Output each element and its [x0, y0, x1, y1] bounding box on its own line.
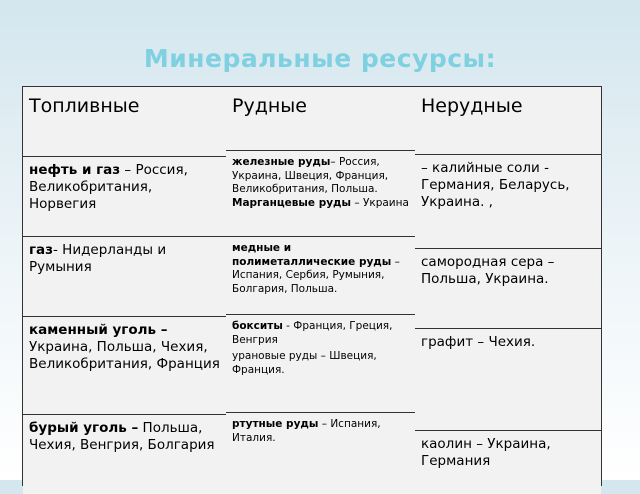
- nonmetal-potash-cell: [415, 154, 601, 248]
- ore-uranium: урановые руды – Швеция, Франция.: [232, 350, 377, 376]
- nonmetal-kaolin-cell: [415, 430, 601, 494]
- column-fuel: [22, 86, 227, 486]
- ore-manganese-countries: – Украина: [351, 196, 409, 209]
- ore-mercury-name: ртутные руды: [232, 418, 319, 430]
- nonmetal-graphite-cell: [415, 328, 601, 430]
- nonmetal-graphite: графит – Чехия.: [421, 334, 536, 350]
- ore-iron-name: железные руды: [232, 156, 331, 168]
- fuel-gas-name: газ: [29, 242, 54, 258]
- fuel-lignite-cell: [23, 414, 226, 494]
- fuel-coal-cell: [23, 316, 226, 414]
- fuel-lignite-name: бурый уголь –: [29, 420, 139, 436]
- header-fuel-label: Топливные: [29, 95, 140, 117]
- header-nonmetal-label: Нерудные: [421, 95, 523, 117]
- nonmetal-sulfur-cell: [415, 248, 601, 328]
- ore-mercury-countries: – Испания, Италия.: [232, 418, 381, 444]
- ore-copper-cell: [226, 236, 415, 314]
- column-ore: [226, 86, 416, 486]
- column-nonmetal: [415, 86, 602, 486]
- nonmetal-sulfur: самородная сера – Польша, Украина.: [421, 254, 555, 287]
- ore-copper-countries: – Испания, Сербия, Румыния, Болгария, Польша.: [232, 255, 400, 295]
- ore-manganese-name: Марганцевые руды: [232, 196, 352, 209]
- page-title: Минеральные ресурсы:: [143, 44, 497, 73]
- ore-bauxite-name: бокситы: [232, 320, 283, 332]
- fuel-gas-cell: [23, 236, 226, 316]
- ore-iron-cell: [226, 150, 415, 236]
- ore-mercury-cell: [226, 412, 415, 494]
- ore-iron-countries: – Россия, Украина, Швеция, Франция, Великобритания, Польша.: [232, 156, 389, 195]
- fuel-oil-gas-name: нефть и газ: [29, 162, 121, 178]
- header-nonmetal: [415, 86, 601, 154]
- fuel-lignite-countries: Польша, Чехия, Венгрия, Болгария: [29, 420, 215, 453]
- header-ore: [226, 86, 415, 150]
- ore-bauxite-cell: [226, 314, 415, 412]
- ore-copper-name: медные и полиметаллические руды: [232, 242, 392, 268]
- header-ore-label: Рудные: [232, 95, 307, 117]
- fuel-coal-countries: Украина, Польша, Чехия, Великобритания, Франция: [29, 339, 220, 372]
- ore-bauxite-countries: - Франция, Греция, Венгрия: [232, 320, 393, 346]
- header-fuel: [23, 86, 226, 156]
- nonmetal-potash: – калийные соли - Германия, Беларусь, Украина. ,: [421, 160, 570, 210]
- fuel-coal-name: каменный уголь –: [29, 322, 168, 338]
- fuel-oil-gas-countries: – Россия, Великобритания, Норвегия: [29, 162, 188, 212]
- fuel-gas-countries: - Нидерланды и Румыния: [29, 242, 167, 275]
- fuel-oil-gas-cell: [23, 156, 226, 236]
- nonmetal-kaolin: каолин – Украина, Германия: [421, 436, 551, 469]
